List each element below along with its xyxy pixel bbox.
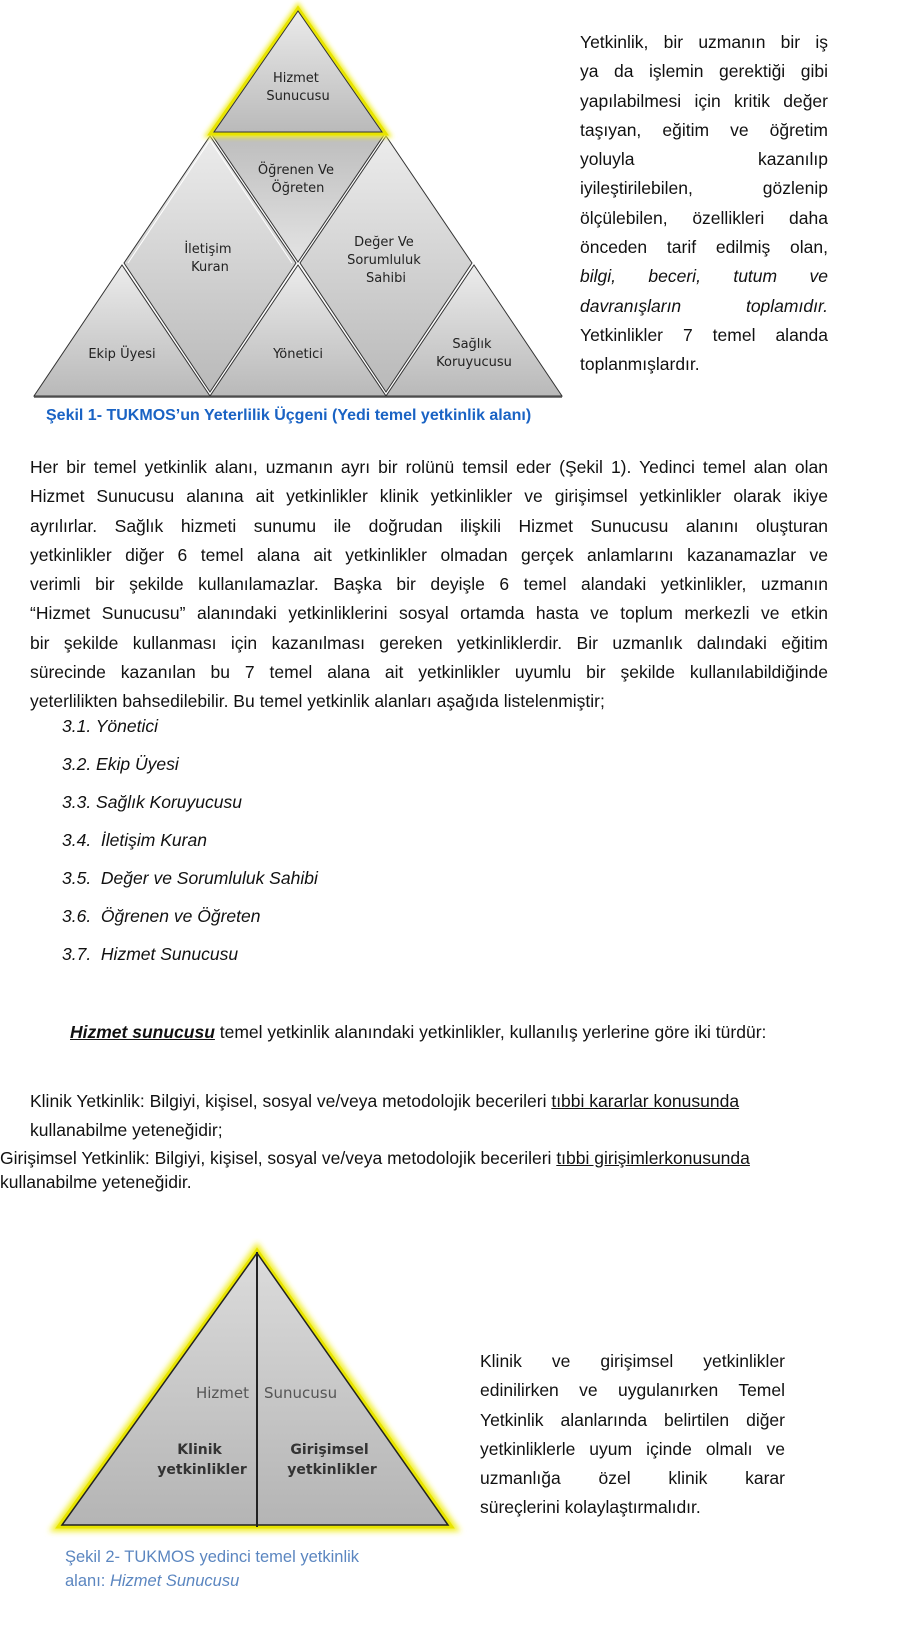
triangle-body xyxy=(58,1250,452,1527)
figure-2-caption xyxy=(65,1545,359,1593)
label-hizmet-sunucusu: Hizmet Sunucusu xyxy=(266,71,330,104)
paragraph-line: yeterlilikten bahsedilebilir. Bu temel yetkinlik alanları aşağıda listelenmiştir; xyxy=(30,691,605,712)
text-line: yoluyla kazanılıp xyxy=(580,149,828,170)
label-deger-sorumluluk: Değer Ve Sorumluluk Sahibi xyxy=(347,235,421,286)
list-item: 3.2. Ekip Üyesi xyxy=(62,754,179,774)
paragraph-line: “Hizmet Sunucusu” alanındaki yetkinliklerini sosyal ortamda hasta ve toplum merkezli ve etkin xyxy=(30,603,828,624)
caption-line-2-italic: Hizmet Sunucusu xyxy=(109,1572,240,1590)
paragraph-line: verimli bir şekilde kullanılamazlar. Başka bir deyişle 6 temel alandaki yetkinlikler, uzmanın xyxy=(30,574,828,595)
main-paragraph xyxy=(30,453,828,717)
clinical-line2: kullanabilme yeteneğidir; xyxy=(30,1120,223,1140)
interventional-competency-definition xyxy=(0,1146,750,1194)
text-line: Klinik ve girişimsel yetkinlikler xyxy=(480,1351,785,1371)
text-line: Yetkinlik alanlarında belirtilen diğer xyxy=(480,1409,785,1430)
clinical-competency-definition xyxy=(30,1087,739,1145)
label-ekip-uyesi: Ekip Üyesi xyxy=(88,347,156,362)
paragraph-line: yetkinlikler diğer 6 temel alana ait yetkinlikler olmadan gerçek anlamlarını kazanamazlar ve xyxy=(30,544,828,565)
label-klinik: Klinik yetkinlikler xyxy=(157,1442,247,1478)
paragraph-line: Hizmet Sunucusu alanına ait yetkinlikler klinik yetkinlikler ve girişimsel yetkinlikler olarak ikiye xyxy=(30,486,828,507)
figure-2-service-provider-triangle xyxy=(40,1238,480,1538)
label-yonetici: Yönetici xyxy=(273,347,323,362)
clinical-underlined: tıbbi kararlar konusunda xyxy=(551,1091,740,1111)
list-item: 3.3. Sağlık Koruyucusu xyxy=(62,792,242,812)
interventional-line2: kullanabilme yeteneğidir. xyxy=(0,1172,192,1192)
figure-1-caption: Şekil 1- TUKMOS’un Yeterlilik Üçgeni (Yedi temel yetkinlik alanı) xyxy=(46,407,532,424)
clinical-prefix: Klinik Yetkinlik: Bilgiyi, kişisel, sosyal ve/veya metodolojik becerileri xyxy=(30,1091,552,1111)
service-provider-intro xyxy=(70,1022,766,1043)
text-line: uzmanlığa özel klinik karar xyxy=(480,1468,785,1489)
paragraph-line: sürecinde kazanılan bu 7 temel alana ait yetkinlikler uyumlu bir şekilde kullanılabildiğinde xyxy=(30,662,828,683)
service-provider-emphasis: Hizmet sunucusu xyxy=(70,1022,215,1042)
text-line: toplanmışlardır. xyxy=(580,354,700,375)
interventional-prefix: Girişimsel Yetkinlik: Bilgiyi, kişisel, sosyal ve/veya metodolojik becerileri xyxy=(0,1148,557,1168)
text-line-italic: bilgi, beceri, tutum ve xyxy=(580,266,828,287)
list-item: 3.7. Hizmet Sunucusu xyxy=(62,944,239,964)
text-line: ölçülebilen, özellikleri daha xyxy=(580,207,828,228)
text-line: Yetkinlikler 7 temel alanda xyxy=(580,324,828,345)
interventional-underlined: tıbbi girişimlerkonusunda xyxy=(556,1148,750,1168)
label-saglik-koruyucusu: Sağlık Koruyucusu xyxy=(436,337,512,370)
list-item: 3.5. Değer ve Sorumluluk Sahibi xyxy=(62,868,318,888)
caption-line-2-prefix: alanı: xyxy=(65,1572,110,1590)
text-line-mixed: davranışların toplamıdır. xyxy=(580,295,828,316)
competency-definition-text xyxy=(580,28,828,380)
text-line: iyileştirilebilen, gözlenip xyxy=(580,178,828,199)
text-line: edinilirken ve uygulanırken Temel xyxy=(480,1380,785,1401)
list-item: 3.1. Yönetici xyxy=(62,716,158,736)
paragraph-line: Her bir temel yetkinlik alanı, uzmanın ayrı bir rolünü temsil eder (Şekil 1). Yedinci temel alan olan xyxy=(30,457,828,477)
text-line: yetkinliklerle uyum içinde olmalı ve xyxy=(480,1438,785,1459)
text-line: süreçlerini kolaylaştırmalıdır. xyxy=(480,1497,701,1518)
label-iletisim-kuran: İletişim Kuran xyxy=(184,242,232,275)
label-girisimsel: Girişimsel yetkinlikler xyxy=(287,1442,377,1478)
pyramid-diagram xyxy=(0,0,580,405)
text-line: yapılabilmesi için kritik değer xyxy=(580,90,828,111)
list-item: 3.6. Öğrenen ve Öğreten xyxy=(62,906,261,926)
service-provider-intro-text: temel yetkinlik alanındaki yetkinlikler, kullanılış yerlerine göre iki türdür: xyxy=(214,1022,767,1042)
paragraph-line: bir şekilde kullanması için kazanılması gereken yetkinliklerdir. Bir uzmanlık dalındaki eğitim xyxy=(30,632,828,653)
text-line: Yetkinlik, bir uzmanın bir iş xyxy=(580,32,828,52)
paragraph-line: ayrılırlar. Sağlık hizmeti sunumu ile doğrudan ilişkili Hizmet Sunucusu alanını oluşturan xyxy=(30,515,828,536)
text-line: ya da işlemin gerektiği gibi xyxy=(580,61,828,82)
title-right: Sunucusu xyxy=(264,1384,338,1402)
caption-line-1: Şekil 2- TUKMOS yedinci temel yetkinlik xyxy=(65,1548,360,1566)
text-line: önceden tarif edilmiş olan, xyxy=(580,237,828,258)
figure-1-competency-pyramid xyxy=(0,0,580,405)
text-line: taşıyan, eğitim ve öğretim xyxy=(580,119,828,140)
list-item: 3.4. İletişim Kuran xyxy=(62,830,207,850)
figure-2-description xyxy=(480,1347,785,1523)
service-provider-diagram xyxy=(40,1238,480,1538)
label-ogrenen-ogreten: Öğrenen Ve Öğreten xyxy=(257,163,334,196)
title-left: Hizmet xyxy=(195,1384,249,1402)
